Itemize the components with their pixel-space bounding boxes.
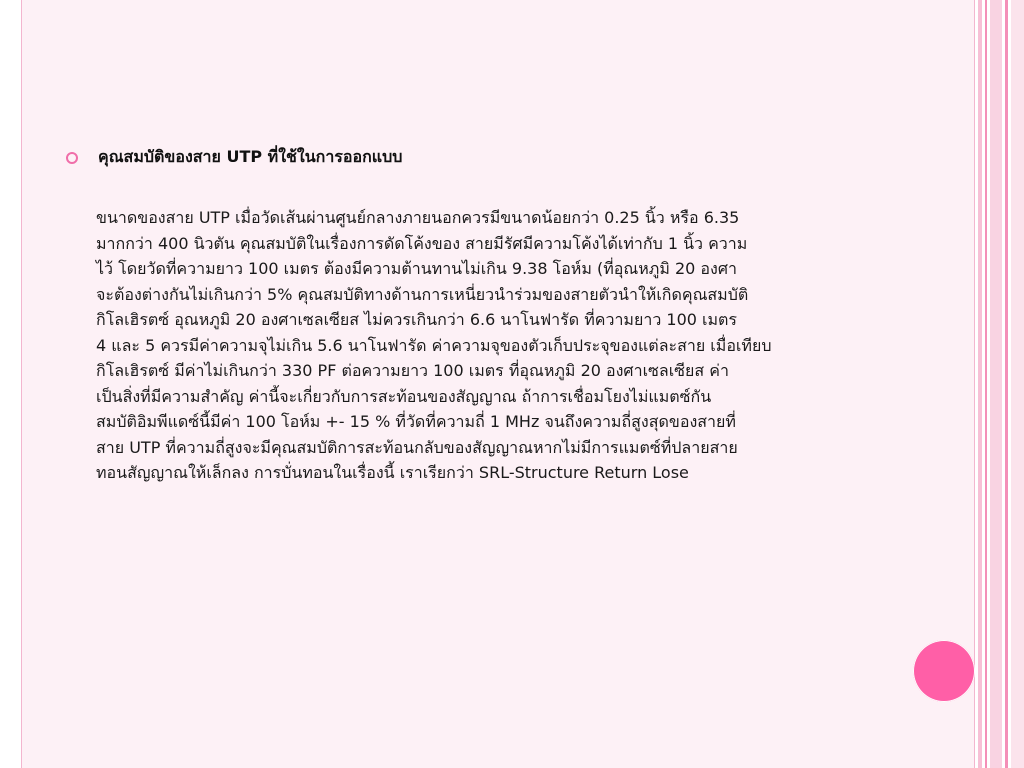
- body-line: กิโลเฮิรตซ์ อุณหภูมิ 20 องศาเซลเซียส ไม่ควรเกินกว่า 6.6 นาโนฟารัด ที่ความยาว 100 เมตร: [96, 310, 738, 329]
- body-line: สมบัติอิมพีแดซ์นี้มีค่า 100 โอห์ม +- 15 % ที่วัดที่ความถี่ 1 MHz จนถึงความถี่สูงสุดของสายที่: [96, 412, 736, 431]
- bullet-heading-row: [66, 145, 906, 170]
- decorative-stripe: [978, 0, 982, 768]
- decorative-stripe: [1011, 0, 1024, 768]
- body-line: ทอนสัญญาณให้เล็กลง การบั่นทอนในเรื่องนี้ เราเรียกว่า SRL-Structure Return Lose: [96, 463, 689, 482]
- body-line: จะต้องต่างกันไม่เกินกว่า 5% คุณสมบัติทางด้านการเหนี่ยวนำร่วมของสายตัวนำให้เกิดคุณสมบัติ: [96, 284, 749, 304]
- body-line: ขนาดของสาย UTP เมื่อวัดเส้นผ่านศูนย์กลางภายนอกควรมีขนาดน้อยกว่า 0.25 นิ้ว หรือ 6.35: [96, 208, 740, 227]
- decorative-stripe: [1005, 0, 1008, 768]
- hollow-circle-bullet-icon: [66, 152, 78, 164]
- slide-heading: คุณสมบัติของสาย UTP ที่ใช้ในการออกแบบ: [98, 147, 403, 166]
- body-line: สาย UTP ที่ความถี่สูงจะมีคุณสมบัติการสะท้อนกลับของสัญญาณหากไม่มีการแมตซ์ที่ปลายสาย: [96, 437, 738, 457]
- body-line: ไว้ โดยวัดที่ความยาว 100 เมตร ต้องมีความต้านทานไม่เกิน 9.38 โอห์ม (ที่อุณหภูมิ 20 องศา: [96, 259, 737, 278]
- decorative-stripe: [990, 0, 1002, 768]
- body-line: กิโลเฮิรตซ์ มีค่าไม่เกินกว่า 330 PF ต่อความยาว 100 เมตร ที่อุณหภูมิ 20 องศาเซลเซียส ค่า: [96, 361, 729, 380]
- body-line: เป็นสิ่งที่มีความสำคัญ ค่านี้จะเกี่ยวกับการสะท้อนของสัญญาณ ถ้าการเชื่อมโยงไม่แมตซ์กัน: [96, 386, 712, 406]
- left-margin: [0, 0, 21, 768]
- decorative-stripe: [985, 0, 987, 768]
- body-line: 4 และ 5 ควรมีค่าความจุไม่เกิน 5.6 นาโนฟารัด ค่าความจุของตัวเก็บประจุของแต่ละสาย เมื่อเทียบ: [96, 335, 772, 355]
- pink-circle-decoration: [913, 640, 975, 702]
- body-line: มากกว่า 400 นิวตัน คุณสมบัติในเรื่องการดัดโค้งของ สายมีรัศมีความโค้งได้เท่ากับ 1 นิ้ว ความ: [96, 233, 748, 253]
- slide-body-text: [96, 205, 916, 486]
